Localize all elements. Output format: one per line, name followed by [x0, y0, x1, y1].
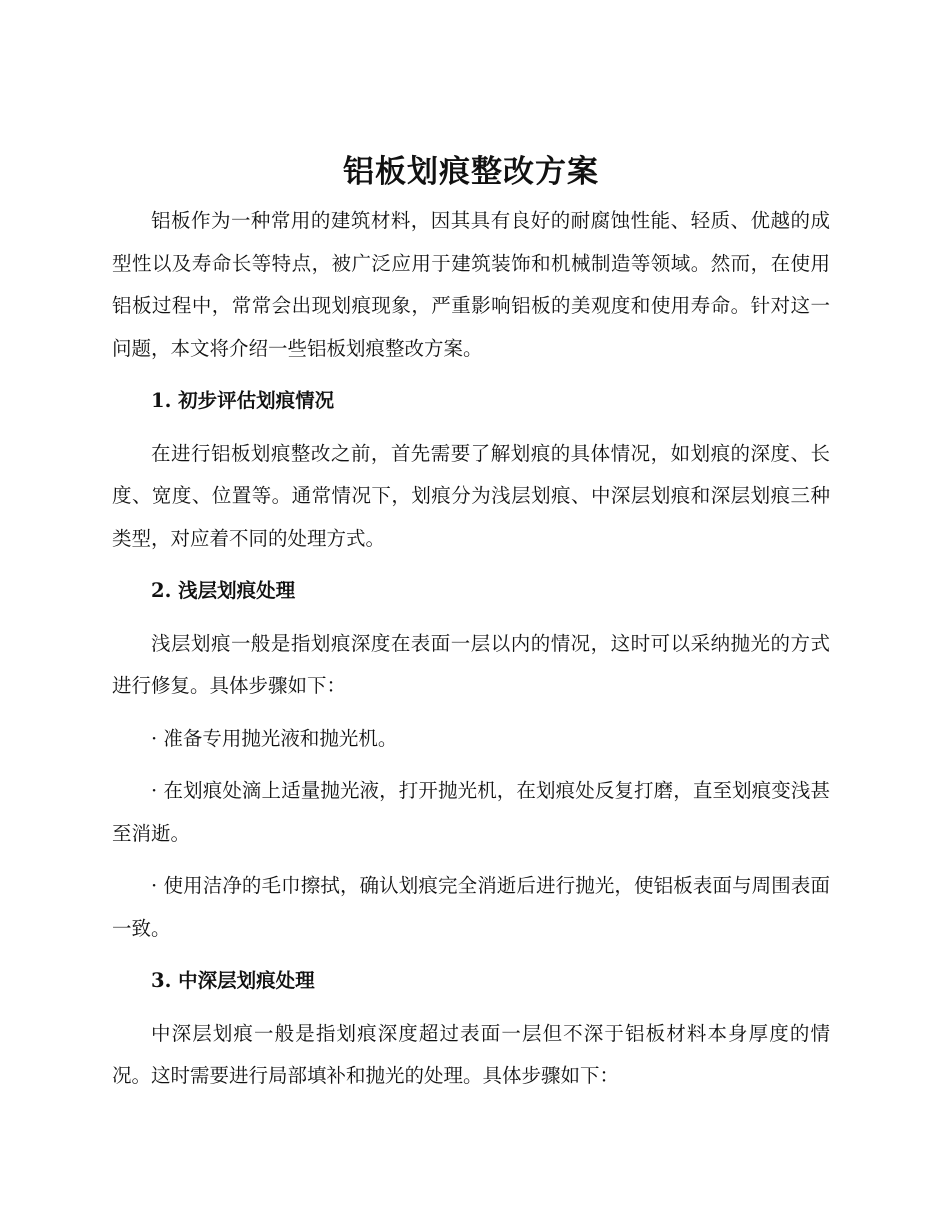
section-paragraph-1: 在进行铝板划痕整改之前，首先需要了解划痕的具体情况，如划痕的深度、长度、宽度、位置等。通常情况下，划痕分为浅层划痕、中深层划痕和深层划痕三种类型，对应着不同的处理方式。	[112, 441, 830, 550]
section-heading-3: 3. 中深层划痕处理	[151, 969, 315, 992]
bullet-item-1: · 准备专用抛光液和抛光机。	[151, 726, 398, 750]
section-heading-2: 2. 浅层划痕处理	[151, 579, 296, 602]
document-title: 铝板划痕整改方案	[343, 154, 599, 190]
section-heading-1: 1. 初步评估划痕情况	[151, 389, 335, 412]
document-page	[112, 150, 830, 1098]
intro-paragraph: 铝板作为一种常用的建筑材料，因其具有良好的耐腐蚀性能、轻质、优越的成型性以及寿命长等特点，被广泛应用于建筑装饰和机械制造等领域。然而，在使用铝板过程中，常常会出现划痕现象，严重影响铝板的美观度和使用寿命。针对这一问题，本文将介绍一些铝板划痕整改方案。	[112, 209, 830, 360]
section-paragraph-3: 中深层划痕一般是指划痕深度超过表面一层但不深于铝板材料本身厚度的情况。这时需要进行局部填补和抛光的处理。具体步骤如下：	[112, 1021, 830, 1087]
bullet-item-2: · 在划痕处滴上适量抛光液，打开抛光机，在划痕处反复打磨，直至划痕变浅甚至消逝。	[112, 779, 830, 845]
section-paragraph-2: 浅层划痕一般是指划痕深度在表面一层以内的情况，这时可以采纳抛光的方式进行修复。具体步骤如下：	[112, 631, 830, 697]
bullet-item-3: · 使用洁净的毛巾擦拭，确认划痕完全消逝后进行抛光，使铝板表面与周围表面一致。	[112, 874, 830, 940]
